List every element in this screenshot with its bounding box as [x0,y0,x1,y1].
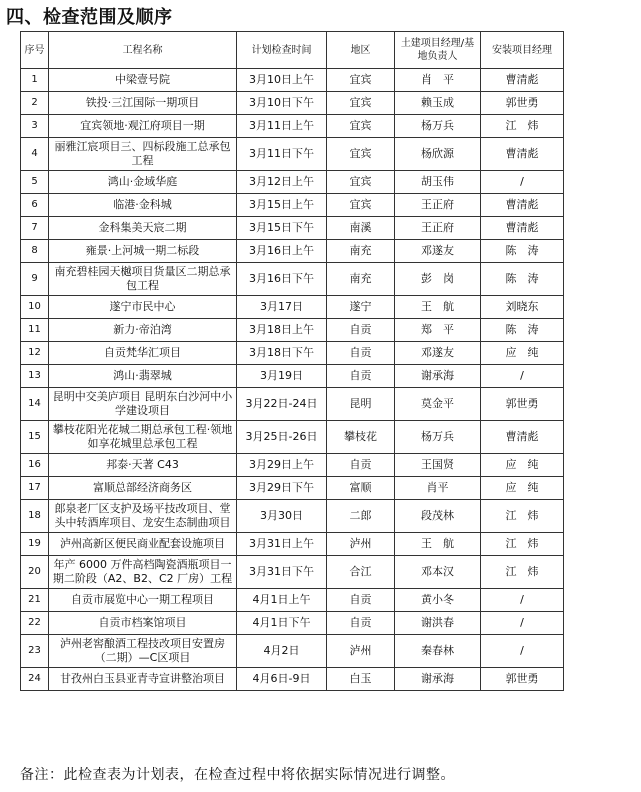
table-row [21,138,564,171]
row-install-lead: / [481,635,564,668]
row-install-lead: 江 炜 [481,556,564,589]
row-project-name: 富顺总部经济商务区 [49,477,237,500]
row-index: 1 [21,69,49,92]
table-row [21,421,564,454]
row-project-name: 甘孜州白玉县亚青寺宣讲整治项目 [49,668,237,691]
row-inspection-time: 3月15日上午 [237,194,327,217]
row-index: 14 [21,388,49,421]
table-row [21,365,564,388]
row-region: 二郎 [327,500,395,533]
row-project-name: 邦泰·天著 C43 [49,454,237,477]
row-project-name: 铁投·三江国际一期项目 [49,92,237,115]
row-install-lead: / [481,589,564,612]
row-project-name: 年产 6000 万件高档陶瓷酒瓶项目一期二阶段（A2、B2、C2 厂房）工程 [49,556,237,589]
row-civil-lead: 秦春林 [395,635,481,668]
row-project-name: 自贡梵华汇项目 [49,342,237,365]
row-index: 2 [21,92,49,115]
row-install-lead: 郭世勇 [481,388,564,421]
row-civil-lead: 杨欣源 [395,138,481,171]
row-inspection-time: 3月16日下午 [237,263,327,296]
row-inspection-time: 3月29日上午 [237,454,327,477]
row-civil-lead: 谢洪春 [395,612,481,635]
table-row [21,240,564,263]
row-project-name: 南充碧桂园天樾项目货量区二期总承包工程 [49,263,237,296]
row-index: 6 [21,194,49,217]
row-project-name: 雍景·上河城一期二标段 [49,240,237,263]
row-inspection-time: 3月31日下午 [237,556,327,589]
row-inspection-time: 3月12日上午 [237,171,327,194]
table-row [21,556,564,589]
row-civil-lead: 段茂林 [395,500,481,533]
table-row [21,115,564,138]
row-inspection-time: 3月11日下午 [237,138,327,171]
row-index: 21 [21,589,49,612]
row-civil-lead: 谢承海 [395,365,481,388]
row-install-lead: 曹清彪 [481,217,564,240]
row-civil-lead: 胡玉伟 [395,171,481,194]
row-inspection-time: 3月30日 [237,500,327,533]
row-project-name: 泸州高新区便民商业配套设施项目 [49,533,237,556]
row-region: 宜宾 [327,138,395,171]
row-index: 8 [21,240,49,263]
header-civil-lead: 土建项目经理/基地负责人 [395,32,481,69]
table-row [21,589,564,612]
row-project-name: 宜宾领地·观江府项目一期 [49,115,237,138]
row-inspection-time: 3月15日下午 [237,217,327,240]
row-install-lead: / [481,171,564,194]
section-title: 四、检查范围及顺序 [6,7,173,28]
header-inspection-time: 计划检查时间 [237,32,327,69]
row-civil-lead: 肖平 [395,477,481,500]
row-index: 9 [21,263,49,296]
row-inspection-time: 3月31日上午 [237,533,327,556]
row-index: 23 [21,635,49,668]
table-header-row [21,32,564,69]
row-region: 遂宁 [327,296,395,319]
inspection-schedule-table [20,31,564,691]
row-civil-lead: 肖 平 [395,69,481,92]
row-index: 15 [21,421,49,454]
row-inspection-time: 4月1日下午 [237,612,327,635]
row-civil-lead: 王正府 [395,194,481,217]
row-inspection-time: 3月16日上午 [237,240,327,263]
row-install-lead: 曹清彪 [481,138,564,171]
header-install-lead: 安装项目经理 [481,32,564,69]
row-project-name: 鸿山·翡翠城 [49,365,237,388]
row-region: 自贡 [327,589,395,612]
row-inspection-time: 4月2日 [237,635,327,668]
row-civil-lead: 杨万兵 [395,421,481,454]
row-region: 宜宾 [327,194,395,217]
row-index: 3 [21,115,49,138]
row-index: 11 [21,319,49,342]
header-region: 地区 [327,32,395,69]
table-row [21,319,564,342]
row-inspection-time: 3月18日下午 [237,342,327,365]
table-row [21,217,564,240]
row-inspection-time: 3月29日下午 [237,477,327,500]
row-index: 19 [21,533,49,556]
row-inspection-time: 3月19日 [237,365,327,388]
row-inspection-time: 3月22日-24日 [237,388,327,421]
row-region: 自贡 [327,342,395,365]
row-inspection-time: 3月18日上午 [237,319,327,342]
row-install-lead: 郭世勇 [481,92,564,115]
row-index: 10 [21,296,49,319]
row-index: 24 [21,668,49,691]
row-install-lead: 郭世勇 [481,668,564,691]
table-row [21,635,564,668]
row-install-lead: 陈 涛 [481,319,564,342]
row-region: 南充 [327,263,395,296]
row-region: 自贡 [327,454,395,477]
row-region: 泸州 [327,635,395,668]
header-index: 序号 [21,32,49,69]
row-install-lead: 江 炜 [481,533,564,556]
table-row [21,388,564,421]
row-inspection-time: 3月10日下午 [237,92,327,115]
row-civil-lead: 邓遂友 [395,342,481,365]
row-install-lead: 刘晓东 [481,296,564,319]
row-civil-lead: 赖玉成 [395,92,481,115]
row-project-name: 鸿山·金域华庭 [49,171,237,194]
row-region: 攀枝花 [327,421,395,454]
row-index: 13 [21,365,49,388]
row-civil-lead: 谢承海 [395,668,481,691]
row-index: 22 [21,612,49,635]
row-project-name: 金科集美天宸二期 [49,217,237,240]
row-region: 自贡 [327,365,395,388]
row-civil-lead: 王正府 [395,217,481,240]
row-project-name: 郎泉老厂区支护及场平技改项目、堂头中转酒库项目、龙安生态制曲项目 [49,500,237,533]
row-index: 4 [21,138,49,171]
row-region: 富顺 [327,477,395,500]
table-row [21,296,564,319]
row-inspection-time: 4月6日-9日 [237,668,327,691]
table-row [21,69,564,92]
row-inspection-time: 3月25日-26日 [237,421,327,454]
row-install-lead: / [481,365,564,388]
row-index: 12 [21,342,49,365]
row-region: 自贡 [327,612,395,635]
row-install-lead: 应 纯 [481,454,564,477]
row-civil-lead: 彭 岗 [395,263,481,296]
header-project-name: 工程名称 [49,32,237,69]
row-install-lead: 江 炜 [481,115,564,138]
row-project-name: 攀枝花阳光花城二期总承包工程·领地如享花城里总承包工程 [49,421,237,454]
row-region: 泸州 [327,533,395,556]
table-row [21,500,564,533]
row-inspection-time: 3月17日 [237,296,327,319]
row-region: 自贡 [327,319,395,342]
row-region: 昆明 [327,388,395,421]
row-install-lead: 应 纯 [481,477,564,500]
row-index: 16 [21,454,49,477]
row-civil-lead: 王 航 [395,296,481,319]
row-region: 宜宾 [327,115,395,138]
table-row [21,668,564,691]
row-project-name: 自贡市档案馆项目 [49,612,237,635]
row-project-name: 自贡市展览中心一期工程项目 [49,589,237,612]
row-install-lead: 陈 涛 [481,263,564,296]
row-region: 合江 [327,556,395,589]
row-region: 白玉 [327,668,395,691]
row-index: 17 [21,477,49,500]
row-region: 南溪 [327,217,395,240]
table-row [21,342,564,365]
row-region: 南充 [327,240,395,263]
row-project-name: 新力·帝泊湾 [49,319,237,342]
row-inspection-time: 3月10日上午 [237,69,327,92]
row-project-name: 中梁壹号院 [49,69,237,92]
row-inspection-time: 4月1日上午 [237,589,327,612]
row-index: 18 [21,500,49,533]
row-civil-lead: 邓遂友 [395,240,481,263]
table-row [21,92,564,115]
table-row [21,477,564,500]
row-install-lead: 曹清彪 [481,421,564,454]
row-inspection-time: 3月11日上午 [237,115,327,138]
table-row [21,533,564,556]
row-region: 宜宾 [327,171,395,194]
row-install-lead: 陈 涛 [481,240,564,263]
footnote: 备注：此检查表为计划表，在检查过程中将依据实际情况进行调整。 [20,767,455,783]
row-project-name: 昆明中交美庐项目 昆明东白沙河中小学建设项目 [49,388,237,421]
table-row [21,194,564,217]
row-project-name: 泸州老窖酿酒工程技改项目安置房（二期）—C区项目 [49,635,237,668]
row-index: 7 [21,217,49,240]
row-install-lead: / [481,612,564,635]
row-region: 宜宾 [327,92,395,115]
row-project-name: 丽雅江宸项目三、四标段施工总承包工程 [49,138,237,171]
row-civil-lead: 邓本汉 [395,556,481,589]
row-civil-lead: 莫金平 [395,388,481,421]
table-row [21,454,564,477]
row-civil-lead: 杨万兵 [395,115,481,138]
row-install-lead: 曹清彪 [481,194,564,217]
table-row [21,171,564,194]
row-civil-lead: 郑 平 [395,319,481,342]
row-index: 20 [21,556,49,589]
row-project-name: 遂宁市民中心 [49,296,237,319]
table-row [21,263,564,296]
row-index: 5 [21,171,49,194]
row-install-lead: 曹清彪 [481,69,564,92]
table-row [21,612,564,635]
row-civil-lead: 黄小冬 [395,589,481,612]
row-install-lead: 应 纯 [481,342,564,365]
row-project-name: 临港·金科城 [49,194,237,217]
row-region: 宜宾 [327,69,395,92]
row-install-lead: 江 炜 [481,500,564,533]
row-civil-lead: 王国贤 [395,454,481,477]
row-civil-lead: 王 航 [395,533,481,556]
